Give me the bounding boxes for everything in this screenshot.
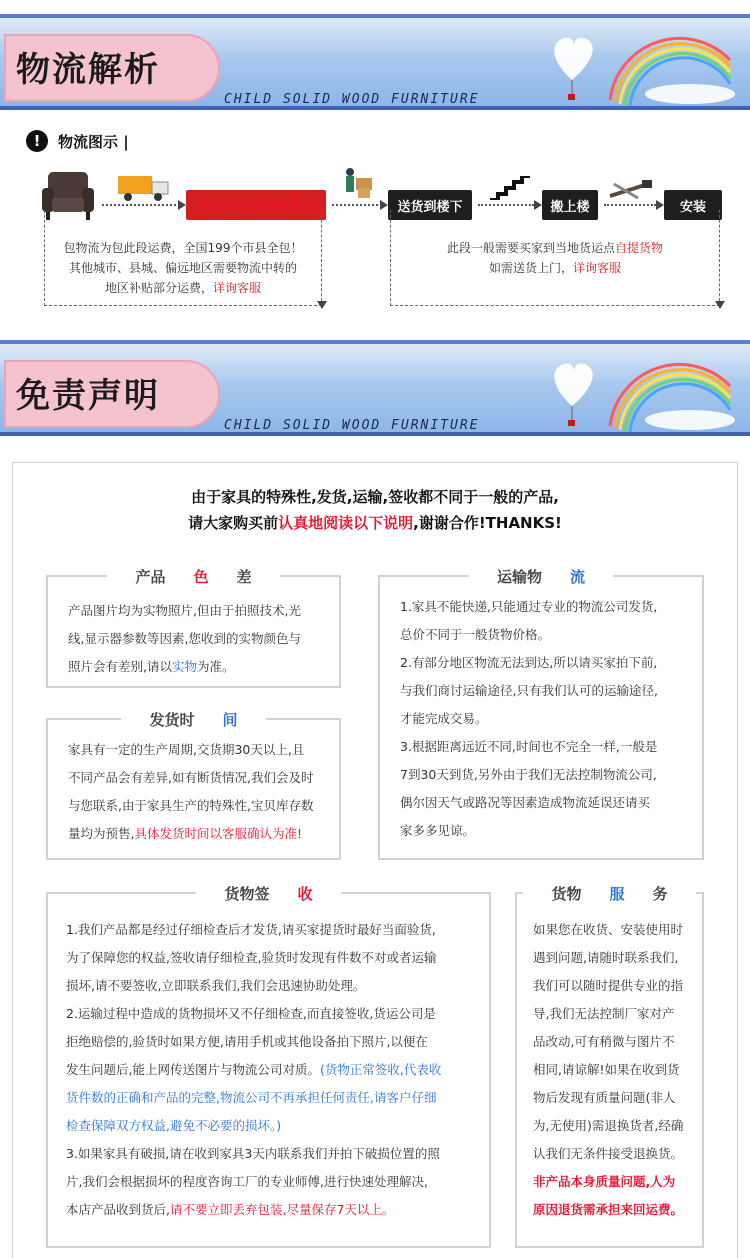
exclamation-icon: ! [26, 130, 48, 152]
step-installation: 安装 [664, 190, 722, 220]
contact-service-link[interactable]: 详询客服 [213, 281, 262, 295]
logistics-right-note: 此段一般需要买家到当地货运点自提货物 如需送货上门，详询客服 [446, 241, 664, 275]
banner-subtitle: CHILD SOLID WOOD FURNITURE [224, 418, 480, 433]
card-title: 货物 服 务 [517, 883, 702, 904]
card-goods-receipt [46, 885, 491, 1248]
logistics-banner [0, 14, 750, 110]
step-deliver-downstairs: 送货到楼下 [388, 190, 472, 220]
card-body: 家具有一定的生产周期,交货期30天以上,且 不同产品会有差异,如有断货情况,我们会及时 与您联系,由于家具生产的特殊性,宝贝库存数 量均为预售,具体发货时间以客服确认为准! [68, 742, 314, 841]
disclaimer-intro-line1: 由于家具的特殊性,发货,运输,签收都不同于一般的产品, [191, 488, 559, 506]
tools-icon [608, 180, 654, 200]
logistics-heading [26, 130, 129, 152]
card-title: 产品 色 差 [48, 566, 339, 587]
card-color-difference [46, 568, 341, 688]
card-transport-logistics [378, 568, 704, 860]
card-body: 如果您在收货、安装使用时 遇到问题,请随时联系我们, 我们可以随时提供专业的指 导,我们无法控制厂家对产 品改动,可有稍微与图片不 相同,请谅解!如果在收到货 物后发现有质量问题(非人 为,无使用)需退换货者,经确 认我们无条件接受退换货。 非产品本身质量问题,人为 原因退货需承担来回运费。 [533, 922, 684, 1217]
card-body: 1.我们产品都是经过仔细检查后才发货,请买家提货时最好当面验货, 为了保障您的权益,签收请仔细检查,验货时发现有件数不对或者运输 损坏,请不要签收,立即联系我们,我们会迅速协助处理。 2.运输过程中造成的货物损坏又不仔细检查,而直接签收,货运公司是 拒绝赔偿的,验货时如果方便,请用手机或其他设备拍下照片,以便在 发生问题后,能上网传送图片与物流公司对质。(货物正常签收,代表收 货件数的正确和产品的完整,物流公司不再承担任何责任,请客户仔细 检查保障双方权益,避免不必要的损坏。) 3.如果家具有破损,请在收到家具3天内联系我们并拍下破损位置的照 片,我们会根据损坏的程度咨询工厂的专业师傅,进行快速处理解决, 本店产品收到货后,请不要立即丢弃包装,尽量保存7天以上。 [66, 922, 442, 1217]
delivery-worker-icon [340, 166, 376, 202]
disclaimer-intro-line2: 请大家购买前认真地阅读以下说明,谢谢合作!THANKS! [188, 514, 562, 532]
card-title: 运输物 流 [380, 566, 702, 587]
disclaimer-banner [0, 340, 750, 436]
banner-subtitle: CHILD SOLID WOOD FURNITURE [224, 92, 480, 107]
step-city-logistics-point: 买家所在市区物流点 [186, 190, 326, 220]
card-goods-service [515, 885, 704, 1248]
stairs-icon [490, 176, 530, 200]
card-title: 发货时 间 [48, 709, 339, 730]
card-body: 1.家具不能快递,只能通过专业的物流公司发货, 总价不同于一般货物价格。 2.有部分地区物流无法到达,所以请买家拍下前, 与我们商讨运输途径,只有我们认可的运输途径, 才能完成交易。 3.根据距离远近不同,时间也不完全一样,一般是 7到30天到货,另外由于我们无法控制物流公司, 偶尔因天气或路况等因素造成物流延误还请买 家多多见谅。 [400, 599, 658, 838]
logistics-heading-text: 物流图示 | [58, 132, 129, 151]
logistics-left-note: 包物流为包此段运费，全国199个市县全包！ 其他城市、县城、偏远地区需要物流中转的 地区补贴部分运费，详询客服 [63, 241, 303, 295]
logistics-flow [0, 160, 750, 330]
card-shipping-time [46, 711, 341, 860]
heart-rainbow-icon [540, 20, 740, 106]
contact-service-link[interactable]: 详询客服 [573, 261, 622, 275]
step-carry-upstairs: 搬上楼 [542, 190, 598, 220]
heart-rainbow-icon [540, 346, 740, 432]
banner-title: 物流解析 [16, 50, 160, 90]
truck-icon [116, 172, 172, 202]
banner-title: 免责声明 [16, 376, 160, 416]
card-title: 货物签 收 [48, 883, 489, 904]
card-body: 产品图片均为实物照片,但由于拍照技术,光 线,显示器参数等因素,您收到的实物颜色与 照片会有差别,请以实物为准。 [68, 603, 301, 674]
